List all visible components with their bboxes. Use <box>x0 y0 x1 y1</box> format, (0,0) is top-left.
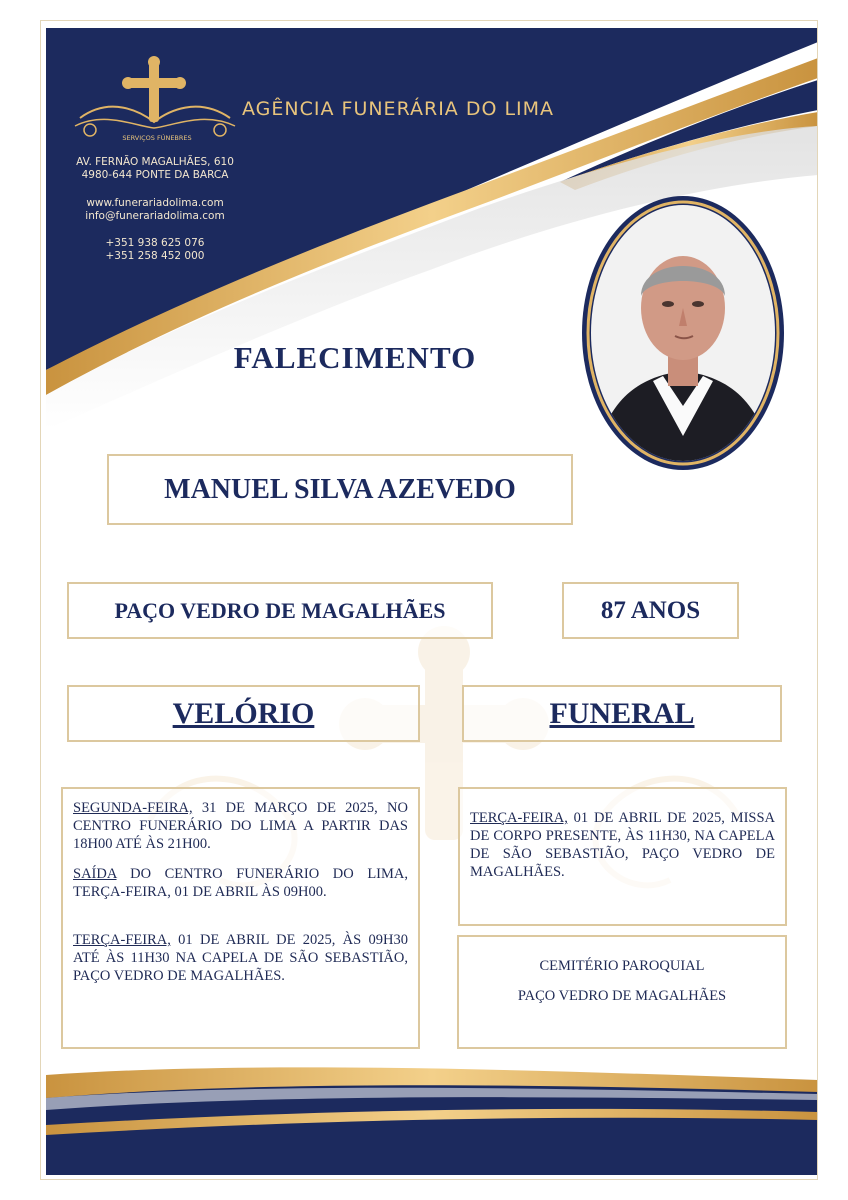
website-link[interactable]: www.funerariadolima.com <box>86 197 224 209</box>
cemetery-line-2: PAÇO VEDRO DE MAGALHÃES <box>517 988 727 1004</box>
velorio-heading: VELÓRIO <box>172 696 315 730</box>
funeral-heading: FUNERAL <box>549 696 695 730</box>
funeral-text-1: 01 DE ABRIL DE 2025, MISSA DE CORPO PRESENTE, ÀS 11H30, NA CAPELA DE SÃO SEBASTIÃO, PAÇO VEDRO DE MAGALHÃES. <box>470 810 775 880</box>
email-link[interactable]: info@funerariadolima.com <box>85 210 225 222</box>
services-label: SERVIÇOS FÚNEBRES <box>122 134 192 142</box>
phone-1[interactable]: +351 938 625 076 <box>105 237 205 249</box>
age-label: 87 ANOS <box>600 596 701 624</box>
velorio-text-1: 31 DE MARÇO DE 2025, NO CENTRO FUNERÁRIO DO LIMA A PARTIR DAS 18H00 ATÉ ÀS 21H00. <box>73 800 408 852</box>
phone-2[interactable]: +351 258 452 000 <box>105 250 205 262</box>
address-line-2: 4980-644 PONTE DA BARCA <box>81 169 229 181</box>
address-line-1: AV. FERNÃO MAGALHÃES, 610 <box>76 156 234 168</box>
deceased-name: MANUEL SILVA AZEVEDO <box>164 473 516 505</box>
funeral-day: TERÇA-FEIRA, <box>470 810 568 826</box>
agency-name: AGÊNCIA FUNERÁRIA DO LIMA <box>242 98 555 120</box>
velorio-day-3: TERÇA-FEIRA, <box>73 932 171 948</box>
page-border <box>40 20 818 1180</box>
velorio-text-2: DO CENTRO FUNERÁRIO DO LIMA, TERÇA-FEIRA, 01 DE ABRIL ÀS 09H00. <box>73 866 408 900</box>
page-title: FALECIMENTO <box>233 340 477 375</box>
velorio-text-3: 01 DE ABRIL DE 2025, ÀS 09H30 ATÉ ÀS 11H30 NA CAPELA DE SÃO SEBASTIÃO, PAÇO VEDRO DE MAGALHÃES. <box>73 932 408 984</box>
cemetery-line-1: CEMITÉRIO PAROQUIAL <box>539 958 705 974</box>
velorio-day-1: SEGUNDA-FEIRA, <box>73 800 193 816</box>
place-label: PAÇO VEDRO DE MAGALHÃES <box>114 597 446 623</box>
velorio-exit-label: SAÍDA <box>73 866 117 882</box>
